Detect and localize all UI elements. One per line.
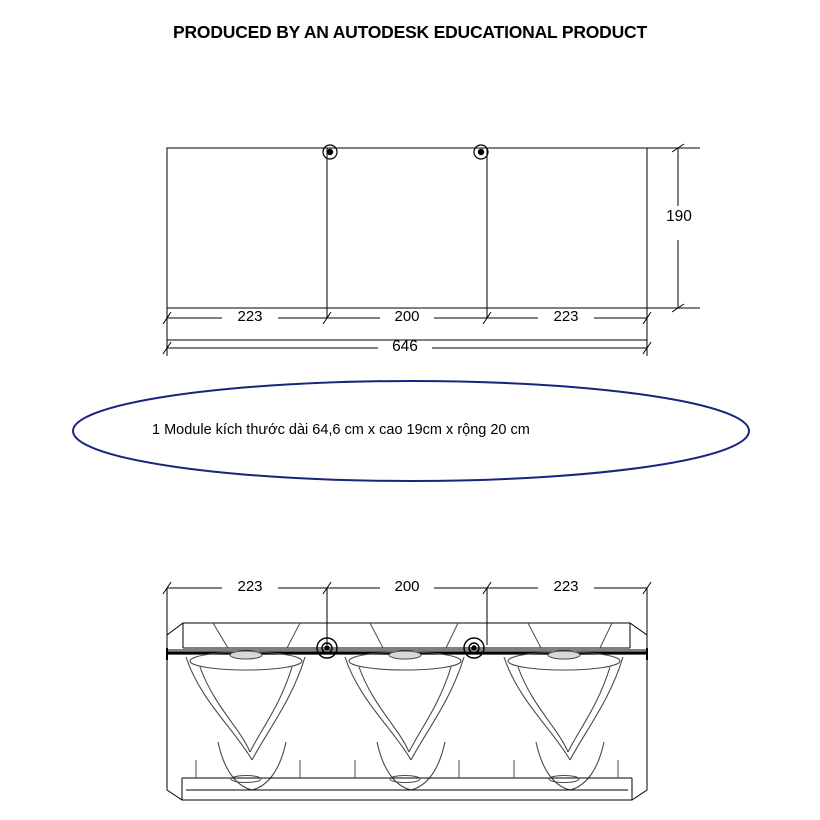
dim-top-total-646: 646 <box>392 338 418 355</box>
page-title: PRODUCED BY AN AUTODESK EDUCATIONAL PRODUCT <box>173 22 647 42</box>
dim-bottom-left-223: 223 <box>237 578 263 595</box>
dim-top-middle-200: 200 <box>394 308 420 325</box>
dim-top-left-223: 223 <box>237 308 263 325</box>
dim-top-height-190: 190 <box>666 208 692 225</box>
dim-bottom-middle-200: 200 <box>394 578 420 595</box>
dim-bottom-right-223: 223 <box>553 578 579 595</box>
callout-label: 1 Module kích thước dài 64,6 cm x cao 19cm x rộng 20 cm <box>152 422 530 438</box>
dim-top-right-223: 223 <box>553 308 579 325</box>
